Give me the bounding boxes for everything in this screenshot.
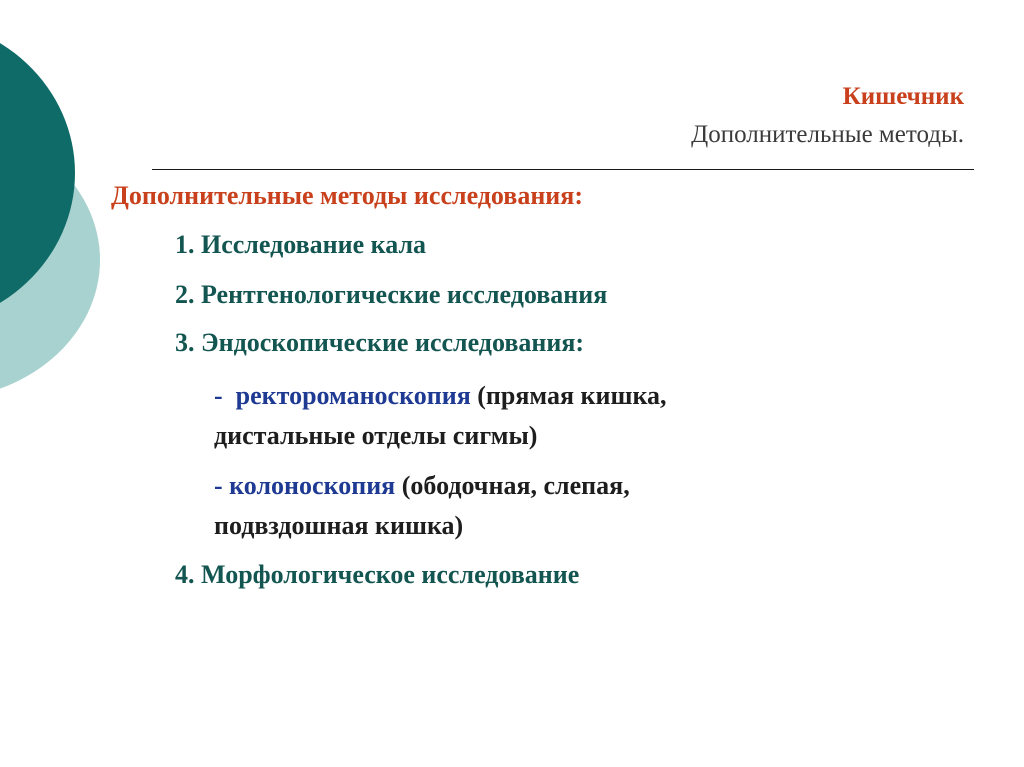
slide-subtitle: Дополнительные методы. bbox=[691, 121, 964, 148]
sublist-item-colonoscopy bbox=[214, 466, 630, 546]
sublist-item-line bbox=[214, 466, 630, 506]
dash-marker: - bbox=[214, 381, 223, 410]
list-item-endoscopy: 3. Эндоскопические исследования: bbox=[175, 328, 585, 357]
method-term: колоноскопия bbox=[229, 471, 396, 500]
method-detail-continued: дистальные отделы сигмы) bbox=[214, 421, 538, 450]
list-item-stool-test: 1. Исследование кала bbox=[175, 230, 427, 259]
list-item-morphology: 4. Морфологическое исследование bbox=[175, 560, 580, 589]
sublist-item-rectoromanoscopy bbox=[214, 376, 667, 456]
method-term: ректороманоскопия bbox=[235, 381, 471, 410]
method-detail-continued: подвздошная кишка) bbox=[214, 511, 464, 540]
list-item-xray: 2. Рентгенологические исследования bbox=[175, 280, 608, 309]
method-detail: (прямая кишка, bbox=[477, 381, 667, 410]
sublist-item-line bbox=[214, 376, 667, 416]
slide-title: Кишечник bbox=[842, 83, 964, 110]
title-divider bbox=[152, 169, 974, 170]
title-block bbox=[691, 82, 964, 152]
section-heading: Дополнительные методы исследования: bbox=[111, 181, 583, 210]
dash-marker: - bbox=[214, 471, 223, 500]
method-detail: (ободочная, слепая, bbox=[401, 471, 630, 500]
